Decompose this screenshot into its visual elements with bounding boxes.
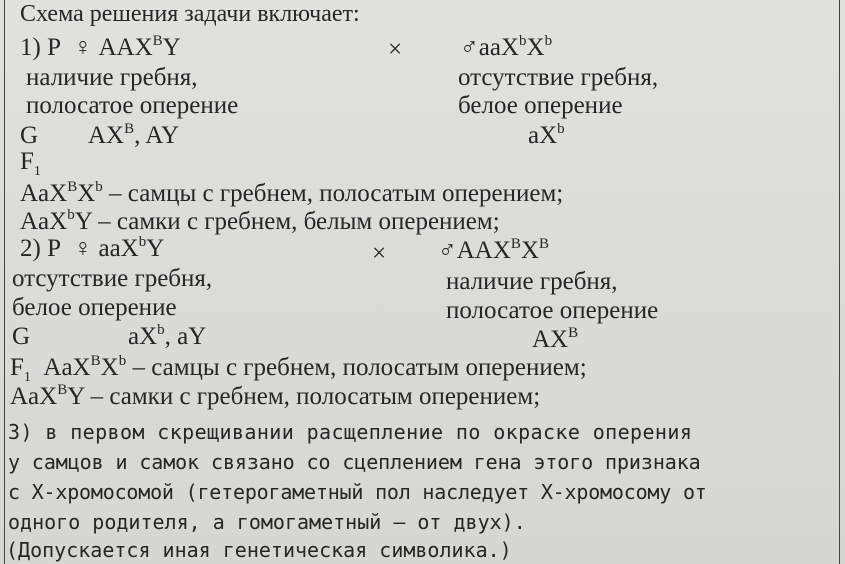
cross1-male-phenotype-2: белое оперение bbox=[458, 92, 623, 119]
conclusion-line-3: с Х-хромосомой (гетерогаметный пол наследует Х-хромосому от bbox=[8, 480, 707, 504]
conclusion-line-4: одного родителя, а гомогаметный – от двух). bbox=[8, 510, 526, 534]
cross2-female-genotype: aaX$^b$Y bbox=[98, 234, 165, 262]
cross1-male-genotype: $aaX^bX^b$ bbox=[478, 33, 553, 61]
cross2-male-gametes: $AX^B$ bbox=[532, 325, 579, 353]
cross1-male-gametes: $aX^b$ bbox=[528, 121, 565, 149]
cross2-gametes-label: G bbox=[12, 323, 31, 350]
cross1-f1-label: $F_1$ bbox=[20, 148, 41, 179]
cross2-parents-female bbox=[20, 235, 164, 266]
note: (Допускается иная генетическая символика.) bbox=[6, 538, 512, 562]
cross1-offspring-2: AaX$^b$Y – самки с гребнем, белым оперением; bbox=[20, 207, 500, 235]
cross2-f1-offspring-1: $F_1$ $AaX^BX^b$ – самцы с гребнем, полосатым оперением; bbox=[10, 353, 587, 385]
cross1-female-phenotype-1: наличие гребня, bbox=[26, 64, 198, 91]
cross2-female-phenotype-2: белое оперение bbox=[12, 294, 177, 321]
cross1-parents-female bbox=[20, 34, 181, 65]
cross2-male-genotype: $AAX^BX^B$ bbox=[456, 236, 550, 264]
cross2-offspring-2: AaX$^B$Y – самки с гребнем, полосатым оперением; bbox=[10, 382, 541, 410]
cross1-offspring-1: $AaX^BX^b$ – самцы с гребнем, полосатым оперением; bbox=[20, 179, 564, 207]
cross-sign-icon: × bbox=[388, 36, 403, 63]
cross2-female-gametes: $aX^b$, aY bbox=[128, 322, 207, 350]
cross2-female-phenotype-1: отсутствие гребня, bbox=[12, 265, 213, 292]
cross1-female-phenotype-2: полосатое оперение bbox=[26, 92, 239, 119]
cross1-parents-male bbox=[460, 34, 552, 65]
cross1-label: 1) P bbox=[20, 34, 61, 61]
cross1-female-genotype: $AAX^BY$ bbox=[98, 33, 181, 61]
male-symbol-icon: ♂ bbox=[460, 34, 479, 61]
cross2-f1-label: $F_1$ bbox=[10, 354, 31, 385]
conclusion-line-1: 3) в первом скрещивании расщепление по окраске оперения bbox=[8, 420, 693, 444]
cross1-male-phenotype-1: отсутствие гребня, bbox=[458, 64, 659, 91]
female-symbol-icon: ♀ bbox=[73, 34, 93, 61]
cross2-male-phenotype-1: наличие гребня, bbox=[446, 268, 618, 295]
cross1-gametes-label: G bbox=[20, 122, 39, 149]
female-symbol-icon: ♀ bbox=[73, 235, 93, 262]
cross-sign-icon: × bbox=[372, 240, 387, 267]
cross2-male-phenotype-2: полосатое оперение bbox=[446, 297, 659, 324]
heading: Схема решения задачи включает: bbox=[20, 1, 360, 27]
cross2-label: 2) P bbox=[20, 235, 61, 262]
cross2-parents-male bbox=[438, 237, 549, 268]
cross1-female-gametes: $AX^B$, AY bbox=[88, 121, 180, 149]
conclusion-line-2: у самцов и самок связано со сцеплением гена этого признака bbox=[8, 450, 701, 474]
male-symbol-icon: ♂ bbox=[438, 237, 457, 264]
